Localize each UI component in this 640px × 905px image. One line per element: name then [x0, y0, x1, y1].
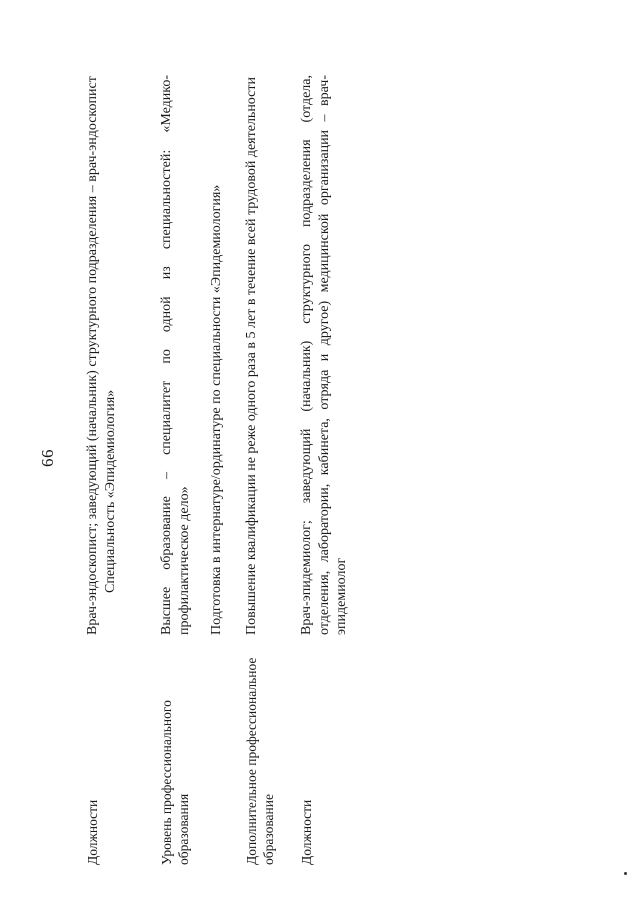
positions-2-text: Врач-эпидемиолог; заведующий (начальник) структурного подразделения (отдела, отделения, лаборатории, кабинета, отряда и другое) медицинской организации – врач-эпидемиолог [299, 75, 349, 635]
content-positions-1 [84, 75, 119, 635]
label-education-level: Уровень профессионального образования [159, 700, 191, 865]
positions-1-text: Врач-эндоскопист; заведующий (начальник) структурного подразделения – врач-эндоскопист [85, 76, 100, 635]
additional-education-text: Повышение квалификации не реже одного раза в 5 лет в течение всей трудовой деятельности [244, 77, 259, 635]
label-positions-1: Должности [85, 799, 100, 865]
content-education-level [158, 75, 226, 635]
content-positions-2 [298, 75, 351, 635]
internship-text: Подготовка в интернатуре/ординатуре по специальности «Эпидемиология» [209, 184, 224, 635]
education-level-text: Высшее образование – специалитет по одной из специальностей: «Медико-профилактическое дело» [159, 75, 192, 635]
label-additional-education: Дополнительное профессиональное образование [244, 657, 276, 865]
label-positions-2: Должности [299, 799, 314, 865]
specialty-heading: Специальность «Эпидемиология» [102, 389, 118, 593]
page-number: 66 [38, 449, 57, 467]
scan-speck [624, 872, 627, 875]
content-additional-education [243, 75, 261, 635]
